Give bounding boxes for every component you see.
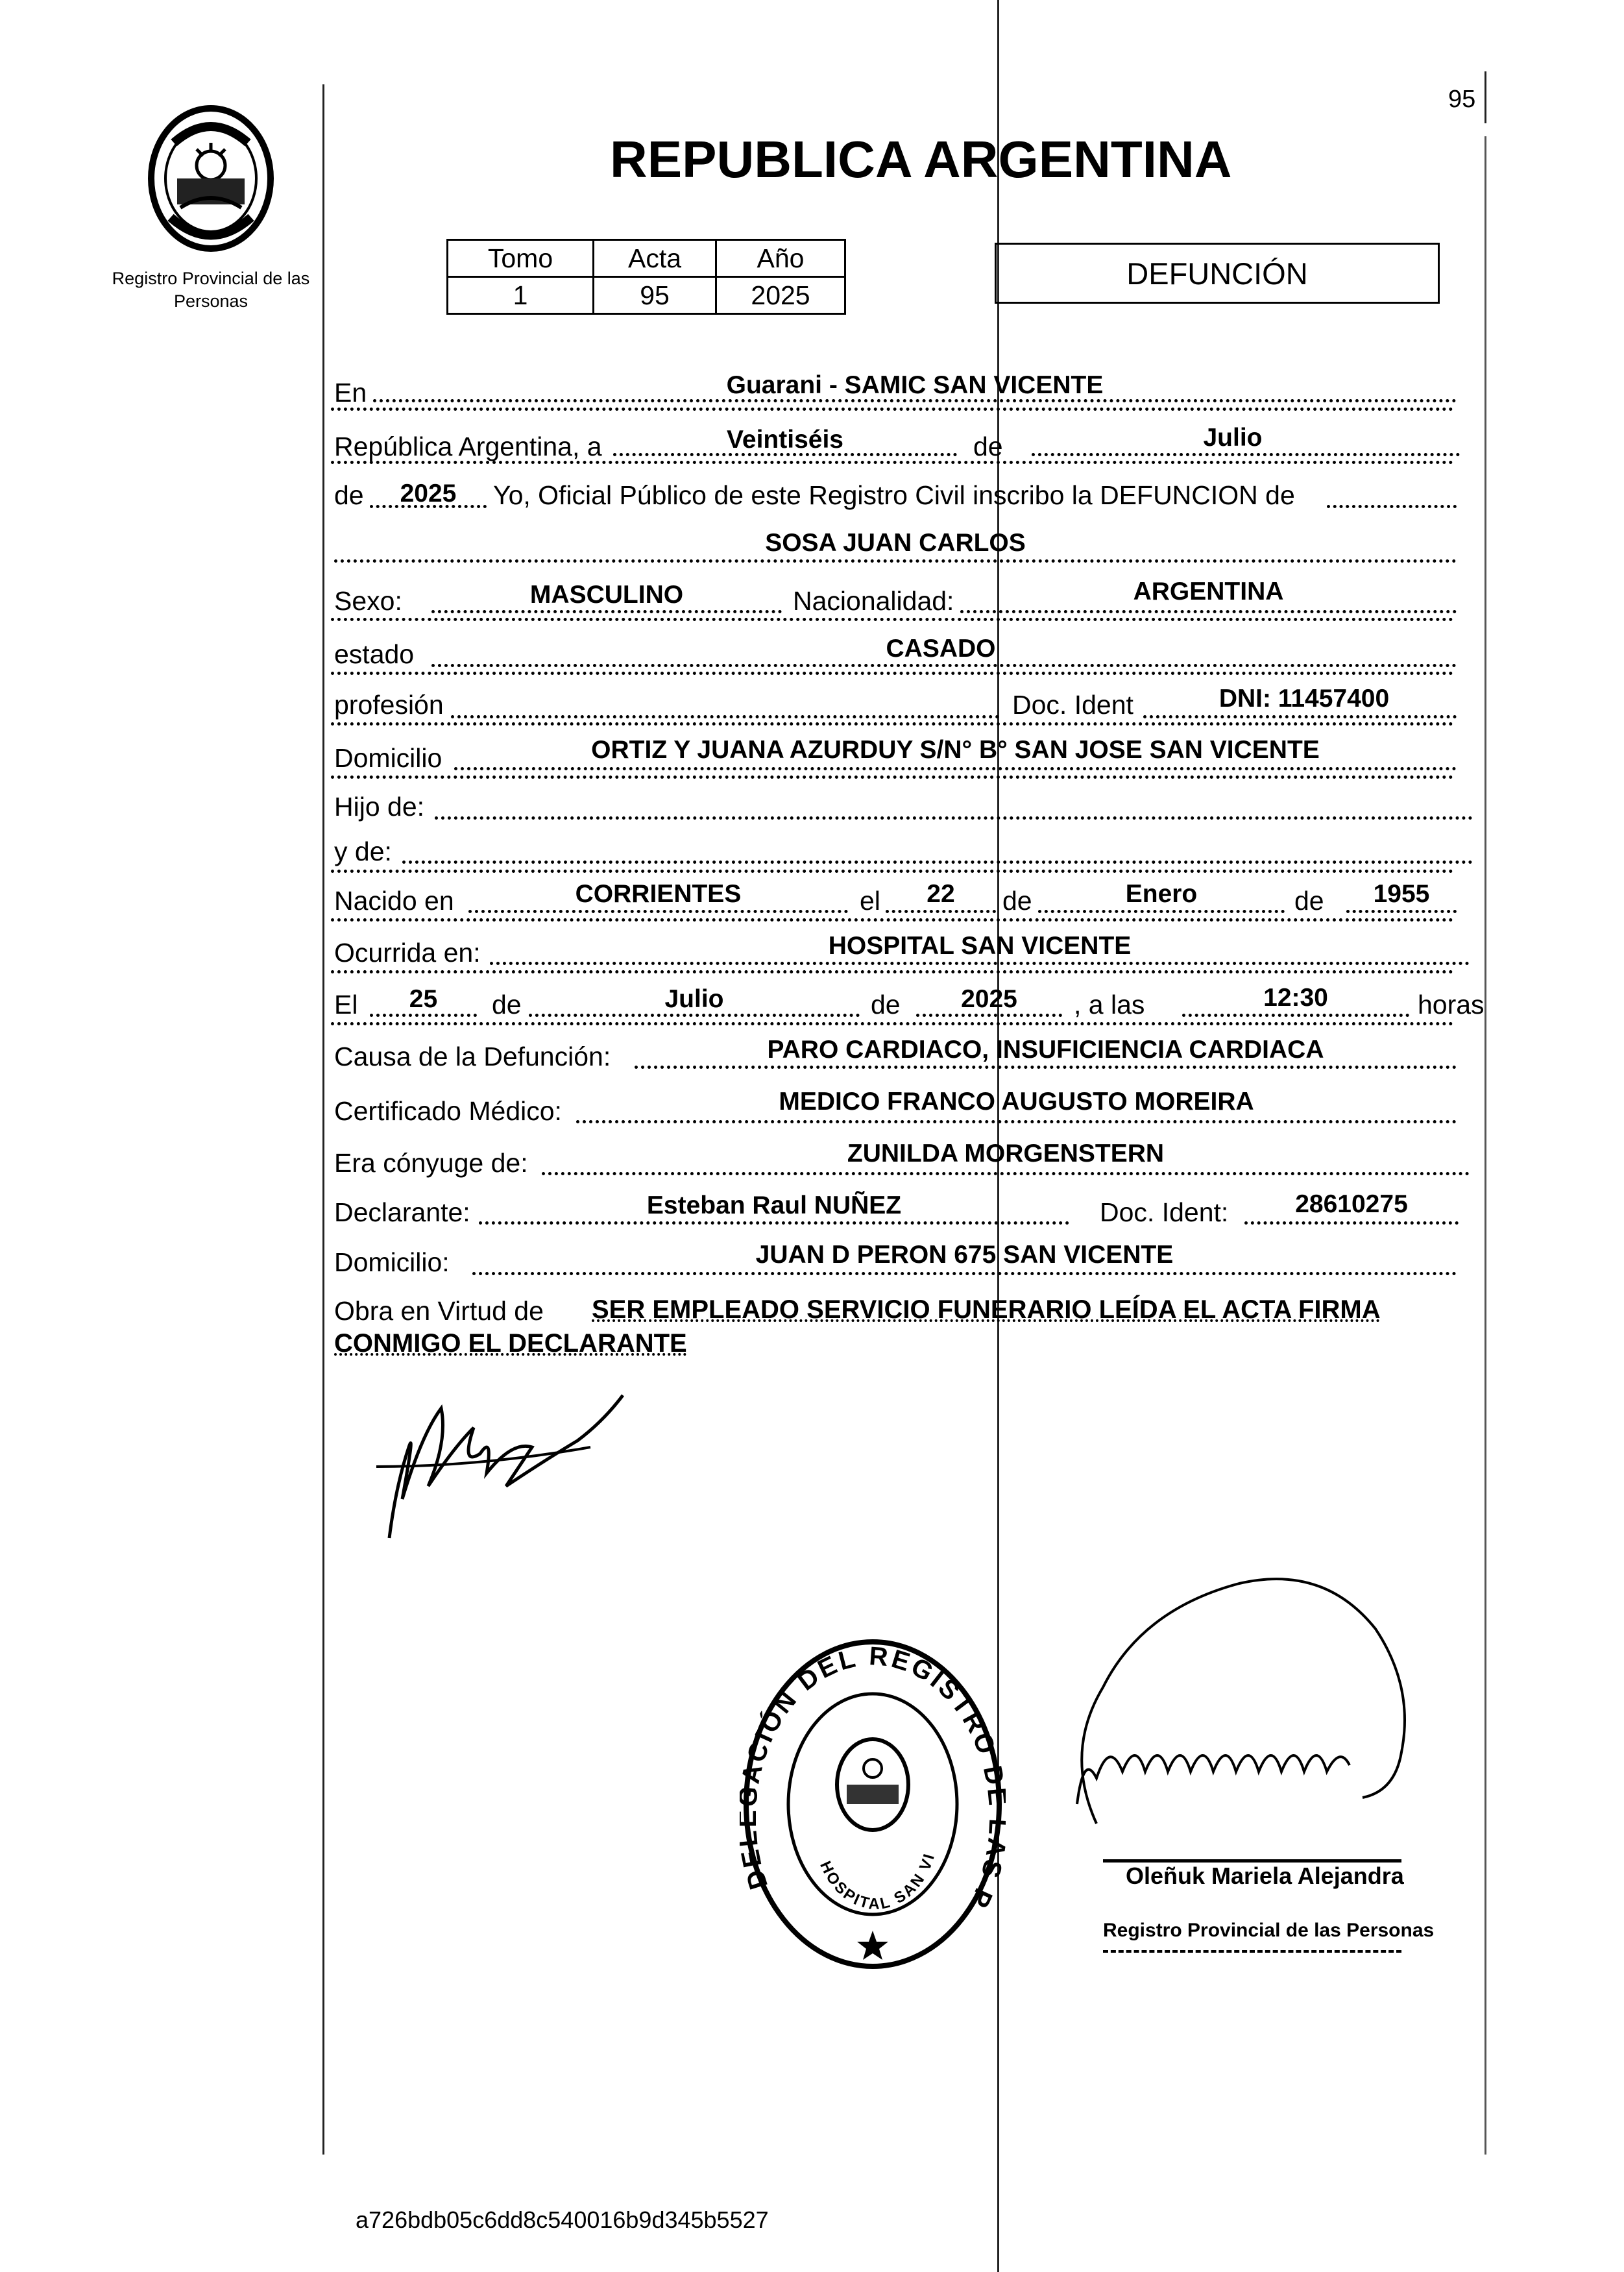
value-ocurrida-en: HOSPITAL SAN VICENTE xyxy=(828,932,1132,960)
line-causa xyxy=(635,1066,1457,1069)
label-de-def-1: de xyxy=(492,990,522,1020)
row-divider xyxy=(331,408,1453,411)
line-nac-mes xyxy=(1038,910,1285,913)
official-stamp xyxy=(740,1635,1006,1973)
value-estado: CASADO xyxy=(886,635,996,663)
line-declarante-doc xyxy=(1244,1221,1459,1225)
label-causa: Causa de la Defunción: xyxy=(334,1042,611,1071)
line-hijo-de xyxy=(435,816,1473,820)
value-causa: PARO CARDIACO, INSUFICIENCIA CARDIACA xyxy=(767,1036,1324,1064)
value-nombre: SOSA JUAN CARLOS xyxy=(765,529,1026,557)
label-profesion: profesión xyxy=(334,690,444,720)
line-mes xyxy=(1032,453,1460,456)
line-def-dia xyxy=(370,1014,477,1017)
registry-value-anio: 2025 xyxy=(716,277,845,314)
value-def-dia: 25 xyxy=(409,985,438,1013)
page-number-rule xyxy=(1485,71,1486,123)
left-margin-line xyxy=(322,84,324,2155)
label-de-def-2: de xyxy=(871,990,901,1020)
province-seal xyxy=(141,104,281,253)
page-number: 95 xyxy=(1448,86,1476,113)
label-a-las: , a las xyxy=(1074,990,1145,1020)
line-en xyxy=(373,399,1457,402)
row-divider xyxy=(331,722,1453,726)
page-title: REPUBLICA ARGENTINA xyxy=(610,130,1232,188)
label-y-de: y de: xyxy=(334,837,392,866)
row-divider xyxy=(331,776,1453,779)
value-anio-inscripcion: 2025 xyxy=(400,480,457,507)
line-sexo xyxy=(431,610,782,613)
label-el-def: El xyxy=(334,990,358,1020)
value-certificado: MEDICO FRANCO AUGUSTO MOREIRA xyxy=(779,1088,1254,1116)
value-sexo: MASCULINO xyxy=(529,581,684,609)
row-divider xyxy=(331,918,1453,922)
value-declarante-domicilio: JUAN D PERON 675 SAN VICENTE xyxy=(755,1241,1174,1269)
value-nac-mes: Enero xyxy=(1125,880,1198,908)
value-domicilio: ORTIZ Y JUANA AZURDUY S/N° B° SAN JOSE SAN VICENTE xyxy=(591,736,1320,764)
label-certificado: Certificado Médico: xyxy=(334,1096,562,1126)
row-divider xyxy=(331,672,1453,675)
official-name-rule xyxy=(1103,1859,1401,1863)
registry-value-tomo: 1 xyxy=(448,277,594,314)
agency-name: Registro Provincial de las Personas xyxy=(112,269,310,311)
label-nacionalidad: Nacionalidad: xyxy=(793,586,954,616)
label-republica: República Argentina, a xyxy=(334,432,602,461)
official-title-rule xyxy=(1103,1950,1401,1953)
line-def-anio xyxy=(916,1014,1062,1017)
label-de-nac-1: de xyxy=(1002,886,1032,916)
label-domicilio: Domicilio xyxy=(334,743,442,773)
right-margin-line xyxy=(1485,136,1486,2155)
label-declarante: Declarante: xyxy=(334,1197,470,1227)
row-divider xyxy=(331,1022,1453,1025)
value-nacionalidad: ARGENTINA xyxy=(1133,578,1284,605)
value-def-mes: Julio xyxy=(664,985,724,1013)
official-title: Registro Provincial de las Personas xyxy=(1103,1920,1435,1941)
line-nacionalidad xyxy=(960,610,1457,613)
value-mes-inscripcion: Julio xyxy=(1203,424,1263,452)
line-domicilio xyxy=(454,767,1457,770)
label-en: En xyxy=(334,378,367,408)
row-divider xyxy=(331,461,1453,464)
value-nac-anio: 1955 xyxy=(1373,880,1430,908)
value-declarante: Esteban Raul NUÑEZ xyxy=(646,1191,902,1219)
label-doc-ident: Doc. Ident xyxy=(1012,690,1133,720)
value-def-anio: 2025 xyxy=(961,985,1017,1013)
line-conyuge xyxy=(542,1172,1470,1175)
label-doc-ident-declarante: Doc. Ident: xyxy=(1100,1197,1229,1227)
registry-header-anio: Año xyxy=(716,240,845,277)
row-divider xyxy=(331,870,1453,873)
value-lugar: Guarani - SAMIC SAN VICENTE xyxy=(726,371,1104,399)
line-inscribo xyxy=(1327,505,1457,508)
registry-header-tomo: Tomo xyxy=(448,240,594,277)
document-type-box xyxy=(995,243,1440,304)
label-de-2: de xyxy=(334,480,364,510)
document-type: DEFUNCIÓN xyxy=(1126,256,1308,291)
line-certificado xyxy=(576,1120,1457,1123)
row-divider xyxy=(331,970,1453,973)
label-ocurrida-en: Ocurrida en: xyxy=(334,938,481,968)
line-declarante xyxy=(479,1221,1069,1225)
line-nac-anio xyxy=(1346,910,1457,913)
registry-value-acta: 95 xyxy=(594,277,716,314)
line-y-de xyxy=(402,861,1473,864)
value-obra-1: SER EMPLEADO SERVICIO FUNERARIO LEÍDA EL ACTA FIRMA xyxy=(592,1295,1381,1324)
value-nac-dia: 22 xyxy=(927,880,955,908)
line-profesion xyxy=(451,715,999,718)
value-doc-ident: DNI: 11457400 xyxy=(1218,685,1390,713)
line-def-mes xyxy=(529,1014,860,1017)
line-doc-ident xyxy=(1143,715,1457,718)
registry-table xyxy=(446,239,846,315)
label-horas: horas xyxy=(1418,990,1485,1020)
official-name: Oleñuk Mariela Alejandra xyxy=(1126,1863,1404,1889)
value-obra-2: CONMIGO EL DECLARANTE xyxy=(334,1329,687,1358)
value-dia-inscripcion: Veintiséis xyxy=(727,426,843,454)
stamp-inner-text: HOSPITAL SAN VI xyxy=(816,1850,939,1913)
value-conyuge: ZUNILDA MORGENSTERN xyxy=(847,1140,1165,1167)
label-obra: Obra en Virtud de xyxy=(334,1296,544,1326)
value-declarante-doc: 28610275 xyxy=(1295,1190,1408,1218)
row-divider xyxy=(331,618,1453,621)
stamp-outer-text: D CIÓN DEL REGISTRO S P xyxy=(740,1642,1006,1914)
value-nacido-en: CORRIENTES xyxy=(575,880,742,908)
official-signature xyxy=(1025,1557,1440,1837)
declarant-signature xyxy=(363,1369,636,1557)
label-hijo-de: Hijo de: xyxy=(334,792,425,822)
document-hash: a726bdb05c6dd8c540016b9d345b5527 xyxy=(356,2206,769,2233)
label-yo-oficial: Yo, Oficial Público de este Registro Civil inscribo la DEFUNCION de xyxy=(493,480,1295,510)
line-nacido-en xyxy=(468,910,848,913)
label-de-nac-2: de xyxy=(1294,886,1324,916)
label-nacido-en: Nacido en xyxy=(334,886,454,916)
line-def-hora xyxy=(1182,1014,1409,1017)
line-ocurrida-en xyxy=(490,962,1470,965)
label-sexo: Sexo: xyxy=(334,586,402,616)
line-nombre xyxy=(334,559,1457,563)
line-nac-dia xyxy=(886,910,996,913)
label-conyuge: Era cónyuge de: xyxy=(334,1148,528,1178)
value-def-hora: 12:30 xyxy=(1263,984,1328,1012)
line-declarante-domicilio xyxy=(472,1272,1457,1275)
label-de-1: de xyxy=(973,432,1003,461)
label-el-nac: el xyxy=(860,886,880,916)
registry-header-acta: Acta xyxy=(594,240,716,277)
line-estado xyxy=(431,664,1457,667)
label-domicilio-declarante: Domicilio: xyxy=(334,1247,450,1277)
label-estado: estado xyxy=(334,639,415,669)
